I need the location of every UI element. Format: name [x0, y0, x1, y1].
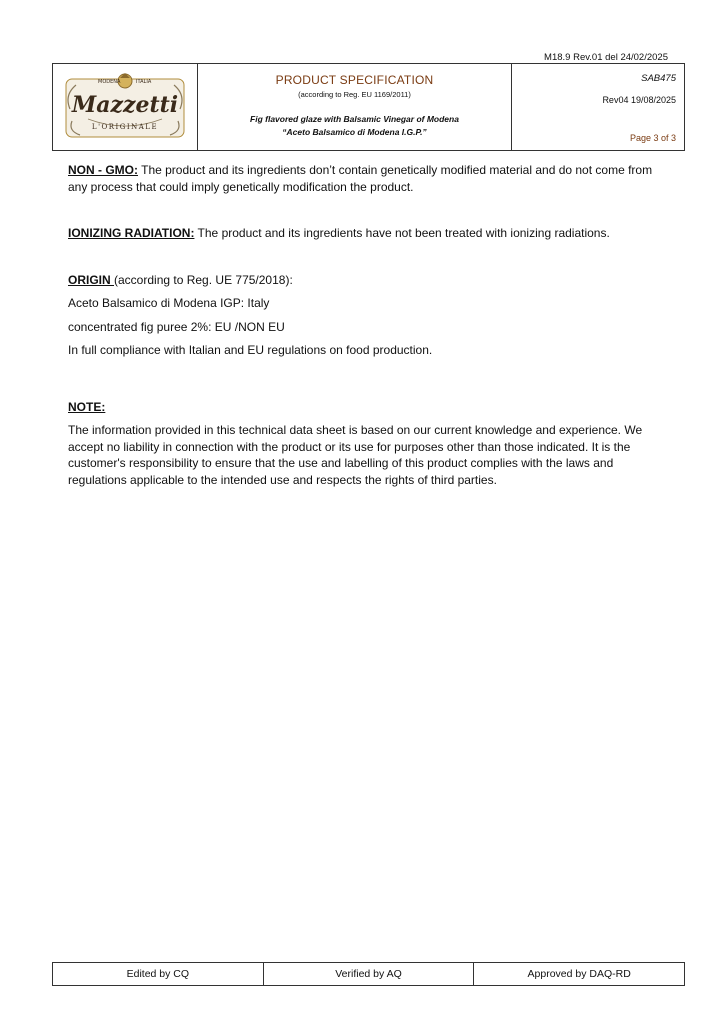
radiation-section	[68, 225, 658, 242]
svg-text:Mazzetti: Mazzetti	[71, 92, 179, 118]
product-code: SAB475	[641, 73, 676, 84]
page-number: Page 3 of 3	[629, 133, 676, 143]
spec-title: PRODUCT SPECIFICATION	[275, 73, 434, 87]
note-text: The information provided in this technical data sheet is based on our current knowledge and experience. We accept no liability in connection with the product or its use for purposes other than those indicated. It is the customer's responsibility to ensure that the use and labelling of this product complies with the laws and regulations applicable to the intended use and respects the rights of third parties.	[68, 423, 643, 487]
header-title-cell	[198, 64, 512, 150]
header-table	[52, 63, 685, 151]
radiation-heading: IONIZING RADIATION:	[68, 226, 195, 240]
signature-footer	[52, 962, 685, 986]
document-code: M18.9 Rev.01 del 24/02/2025	[544, 52, 668, 63]
svg-text:MODENA: MODENA	[98, 79, 121, 85]
svg-text:ITALIA: ITALIA	[136, 79, 152, 85]
gmo-text: The product and its ingredients don’t contain genetically modified material and do not come from any process that could imply genetically modification the product.	[68, 163, 653, 194]
revision-date: Rev04 19/08/2025	[602, 95, 676, 105]
origin-section	[68, 272, 658, 289]
origin-heading: ORIGIN	[68, 272, 115, 287]
product-name-line1: Fig flavored glaze with Balsamic Vinegar of Modena	[250, 114, 459, 124]
radiation-text: The product and its ingredients have not been treated with ionizing radiations.	[194, 226, 610, 240]
note-heading: NOTE:	[68, 399, 106, 414]
svg-text:L'ORIGINALE: L'ORIGINALE	[91, 123, 159, 131]
header-meta-cell	[512, 64, 684, 150]
approved-by: Approved by DAQ-RD	[473, 963, 684, 985]
origin-line: In full compliance with Italian and EU regulations on food production.	[68, 343, 433, 357]
origin-text: (according to Reg. UE 775/2018):	[114, 272, 293, 287]
product-name	[198, 113, 511, 139]
gmo-section	[68, 162, 658, 195]
product-name-line2: “Aceto Balsamico di Modena I.G.P.”	[282, 127, 427, 137]
logo-emblem-icon	[60, 69, 190, 145]
note-heading-block	[68, 399, 658, 416]
origin-line: Aceto Balsamico di Modena IGP: Italy	[68, 296, 270, 310]
verified-by: Verified by AQ	[263, 963, 474, 985]
edited-by: Edited by CQ	[126, 968, 190, 980]
document-body	[68, 162, 658, 488]
spec-regulation: (according to Reg. EU 1169/2011)	[298, 90, 411, 99]
origin-line: concentrated fig puree 2%: EU /NON EU	[68, 319, 285, 334]
mazzetti-logo	[53, 64, 198, 150]
gmo-heading: NON - GMO:	[68, 163, 138, 177]
